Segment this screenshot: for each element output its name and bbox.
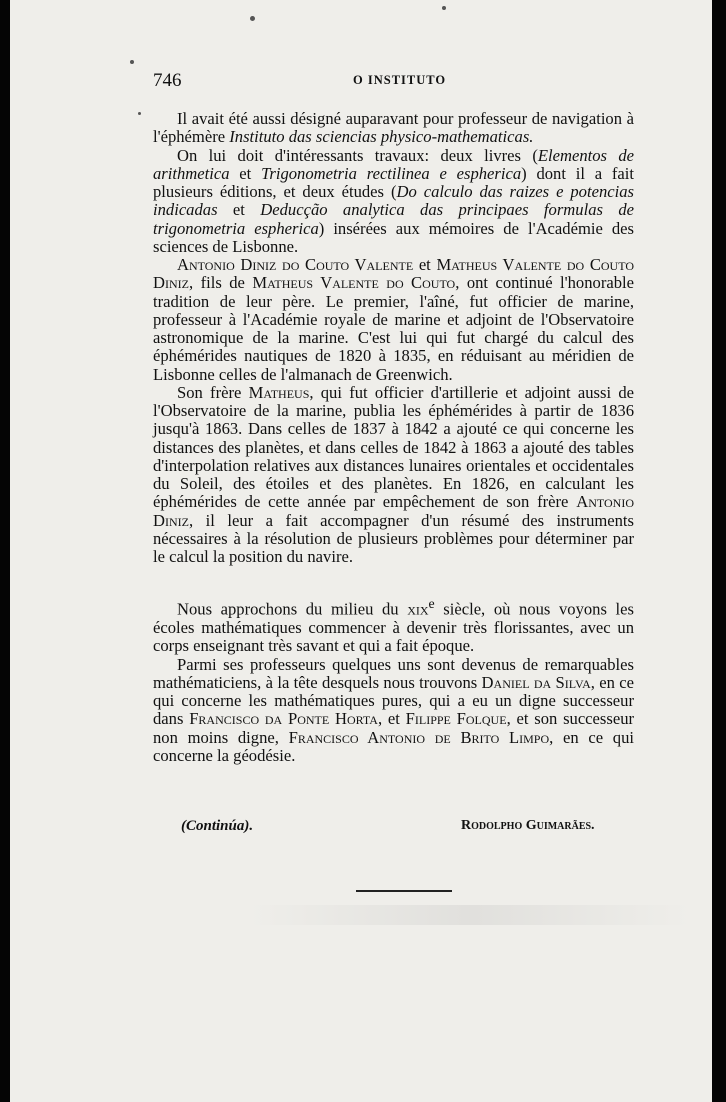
paragraph-works: On lui doit d'intéressants travaux: deux livres (Elementos de arithmetica et Trigonometria rectilinea e espherica) dont il a fait plusieurs éditions, et deux études (Do calculo das raizes e potencias indicadas et Deducção analytica das principaes formulas de trigonometria espherica) insérées aux mémoires de l'Académie des sciences de Lisbonne. (153, 145, 635, 256)
author-signature: Rodolpho Guimarães. (461, 818, 595, 833)
page-number: 746 (153, 70, 182, 91)
page-header (153, 70, 633, 92)
scan-border-left (0, 0, 10, 1102)
paragraph-professors: Parmi ses professeurs quelques uns sont devenus de remarquables mathématiciens, à la tête desquels nous trouvons Daniel da Silva, en ce qui concerne les mathématiques pures, qui a eu un digne successeur dans Francisco da Ponte Horta, et Filippe Folque, et son successeur non moins digne, Francisco Antonio de Brito Limpo, en ce qui concerne la géodésie. (153, 654, 635, 765)
signature-line (153, 818, 634, 838)
bleed-through-shadow (250, 905, 690, 925)
page-body (153, 110, 634, 765)
scan-speck (138, 112, 141, 115)
section-gap (153, 566, 634, 595)
paragraph-century: Nous approchons du milieu du xix$^e$ siècle, où nous voyons les écoles mathématiques commencer à devenir très florissantes, avec un corps enseignant très savant et qui a fait époque. (153, 596, 634, 656)
paragraph-brother: Son frère Matheus, qui fut officier d'artillerie et adjoint aussi de l'Observatoire de la marine, publia les éphémérides à partir de 1836 jusqu'à 1863. Dans celles de 1837 à 1842 a ajouté ce qui concerne les distances des planètes, et dans celles de 1842 à 1863 a ajouté des tables d'interpolation relatives aux distances lunaires orientales et occidentales du Soleil, des étoiles et des planètes. En 1826, en calculant les éphémérides de cette année par empêchement de son frère Antonio Diniz, il leur a fait accompagner d'un résumé des instruments nécessaires à la résolution de plusieurs problèmes pour déterminer par le calcul la position du navire. (153, 382, 634, 566)
scan-speck (442, 6, 446, 10)
paragraph-navigation: Il avait été aussi désigné auparavant pour professeur de navigation à l'éphémère Instituto das sciencias physico-mathematicas. (153, 109, 634, 147)
scan-speck (250, 16, 255, 21)
book-page (10, 0, 712, 1102)
continua-note: (Continúa). (181, 818, 254, 834)
running-head: O INSTITUTO (353, 73, 447, 87)
scan-speck (130, 60, 134, 64)
scan-border-right (712, 0, 726, 1102)
closing-rule (356, 890, 452, 892)
paragraph-sons: Antonio Diniz do Couto Valente et Matheus Valente do Couto Diniz, fils de Matheus Valente do Couto, ont continué l'honorable tradition de leur père. Le premier, l'aîné, fut officier de marine, professeur à l'Académie royale de marine et adjoint de l'Observatoire astronomique de la marine. C'est lui qui fut chargé du calcul des éphémérides nautiques de 1820 à 1835, en réduisant au méridien de Lisbonne celles de l'almanach de Greenwich. (153, 255, 634, 384)
